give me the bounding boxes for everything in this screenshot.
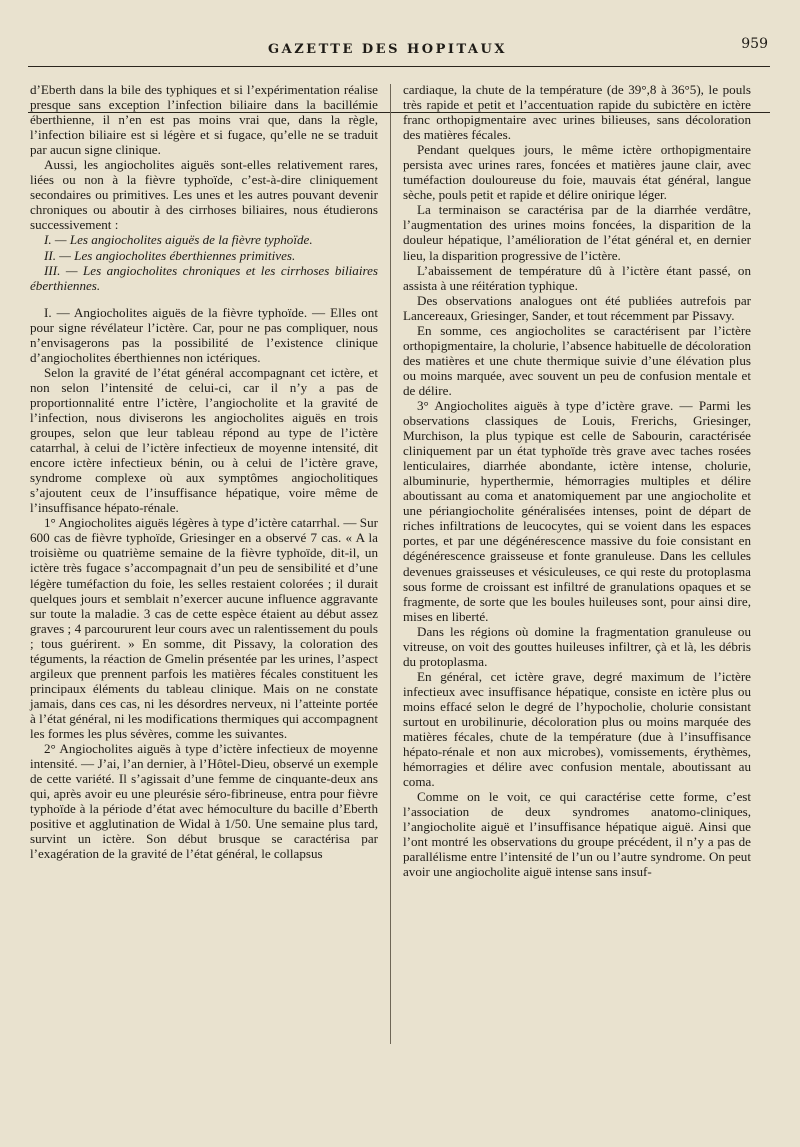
- paragraph: En somme, ces angiocholites se caractérisent par l’ictère orthopigmentaire, la cholurie, l’absence habituelle de décoloration des matières et une chute thermique suivie d’une élévation plus ou moins marquée, avec souvent un peu de confusion mentale et de délire.: [403, 322, 751, 398]
- page-number: 959: [741, 36, 768, 52]
- paragraph: Selon la gravité de l’état général accompagnant cet ictère, et non selon l’intensité de celui-ci, car il n’y a pas de proportionnalité entre l’ictère, l’angiocholite et la gravité de l’infection, nous diviserons les angiocholites aiguës en trois groupes, selon que leur tableau répond au type de l’ictère catarrhal, à celui de l’ictère infectieux de moyenne intensité, dit encore ictère infectieux bénin, ou à celui de l’ictère grave, syndrome complexe où aux symptômes angiocholitiques s’ajoutent ceux de l’insuffisance hépatique, voire même de l’insuffisance hépato-rénale.: [30, 364, 378, 516]
- paragraph: Aussi, les angiocholites aiguës sont-elles relativement rares, liées ou non à la fièvre typhoïde, c’est-à-dire cliniquement secondaires ou primitives. Les unes et les autres pouvant devenir chroniques ou aboutir à des cirrhoses biliaires, nous étudierons successivement :: [30, 157, 378, 233]
- paragraph: Dans les régions où domine la fragmentation granuleuse ou vitreuse, on voit des gouttes huileuses infiltrer, çà et là, les débris du protoplasma.: [403, 623, 751, 669]
- running-head: GAZETTE DES HOPITAUX: [268, 42, 507, 57]
- page-header: [28, 38, 770, 68]
- paragraph: Comme on le voit, ce qui caractérise cette forme, c’est l’association de deux syndromes anatomo-cliniques, l’angiocholite aiguë et l’insuffisance hépatique aiguë. Ainsi que l’ont montré les observations du groupe précédent, il n’y a pas de parallélisme entre l’intensité de l’un ou l’autre syndrome. On peut avoir une angiocholite aiguë intense sans insuf-: [403, 789, 751, 880]
- paragraph: La terminaison se caractérisa par de la diarrhée verdâtre, l’augmentation des urines moins foncées, la disparition de la douleur hépatique, l’amélioration de l’état général et, en dernier lieu, la disparition progressive de l’ictère.: [403, 202, 751, 263]
- paragraph: 1° Angiocholites aiguës légères à type d’ictère catarrhal. — Sur 600 cas de fièvre typhoïde, Griesinger en a observé 7 cas. « A la troisième ou quatrième semaine de la fièvre typhoïde, dit-il, un ictère très fugace s’accompagnait d’un peu de sensibilité et d’une légère tuméfaction du foie, les selles restaient colorées ; il durait quelques jours et semblait n’exercer aucune influence aggravante sur toute la maladie. 3 cas de cette espèce étaient au début assez graves ; 4 parcoururent leur cours avec un ralentissement du pouls ; tous guérirent. » En somme, dit Pissavy, la coloration des téguments, la réaction de Gmelin présentée par les urines, l’aspect argileux que prennent parfois les matières fécales constituent les principaux éléments du tableau clinique. Mais on ne constate jamais, dans ces cas, ni les désordres nerveux, ni l’atteinte portée à l’état général, ni les modifications thermiques qui accompagnent les formes les plus sévères, comme les suivantes.: [30, 515, 378, 741]
- list-item: II. — Les angiocholites éberthiennes primitives.: [44, 247, 296, 263]
- paragraph: En général, cet ictère grave, degré maximum de l’ictère infectieux avec insuffisance hépatique, consiste en ictère plus ou moins effacé selon le degré de l’hypocholie, cholurie consistant surtout en urobilinurie, décoloration plus ou moins marquée des matières fécales, chute de la température (due à l’insuffisance hépato-rénale et non aux microbes), vomissements, érythèmes, hémorragies et délire avec confusion mentale, aboutissant au coma.: [403, 668, 751, 790]
- list-item: III. — Les angiocholites chroniques et les cirrhoses biliaires éberthiennes.: [30, 262, 378, 293]
- paragraph: cardiaque, la chute de la température (de 39°,8 à 36°5), le pouls très rapide et petit et l’accentuation rapide du subictère en ictère franc orthopigmentaire avec urines bilieuses, sans décoloration des matières fécales.: [403, 82, 751, 143]
- paragraph: d’Eberth dans la bile des typhiques et si l’expérimentation réalise presque sans exception l’infection biliaire dans la bacillémie éberthienne, il n’en est pas moins vrai que, dans la règle, l’infection biliaire est si légère et si fugace, qu’elle ne se traduit par aucun signe clinique.: [30, 82, 378, 158]
- paragraph: L’abaissement de température dû à l’ictère étant passé, on assista à une réitération typhique.: [403, 262, 751, 293]
- paragraph: 2° Angiocholites aiguës à type d’ictère infectieux de moyenne intensité. — J’ai, l’an dernier, à l’Hôtel-Dieu, observé un exemple de cette variété. Il s’agissait d’une femme de cinquante-deux ans qui, après avoir eu une pleurésie séro-fibrineuse, entra pour fièvre typhoïde à la période d’état avec hémoculture du bacille d’Eberth positive et agglutination de Widal à 1/50. Une semaine plus tard, survint un ictère. Son début brusque se caractérisa par l’exagération de la gravité de l’état général, le collapsus: [30, 741, 378, 862]
- right-column: [403, 82, 751, 879]
- section-heading-paragraph: I. — Angiocholites aiguës de la fièvre typhoïde. — Elles ont pour signe révélateur l’ictère. Car, pour ne pas compliquer, nous n’envisagerons pas la possibilité de l’existence clinique d’angiocholites éberthiennes non ictériques.: [30, 304, 378, 365]
- left-column: [30, 82, 378, 861]
- paragraph: Des observations analogues ont été publiées autrefois par Lancereaux, Griesinger, Sander, et tout récemment par Pissavy.: [403, 292, 751, 323]
- header-rule: [28, 66, 770, 67]
- paragraph: 3° Angiocholites aiguës à type d’ictère grave. — Parmi les observations classiques de Louis, Frerichs, Griesinger, Murchison, la plus typique est celle de Sabourin, caractérisée cliniquement par un état typhoïde très grave avec taches rosées lenticulaires, diarrhée abondante, ictère intense, cholurie, albuminurie, hyperthermie, hémorragies multiples et délire aboutissant au coma et anatomiquement par une angiocholite et une périangiocholite généralisées intenses, point de départ de riches infiltrations de leucocytes, qui se voient dans les espaces portes, et par une dégénérescence massive du foie consistant en dégénérescence graisseuse et fonte granuleuse. Dans les cellules devenues graisseuses et vésiculeuses, ce qui reste du protoplasma sous forme de croissant est infiltré de granulations opaques et se fragmente, de sorte que les boules huileuses sont, pour ainsi dire, mises en liberté.: [403, 397, 751, 624]
- list-item: I. — Les angiocholites aiguës de la fièvre typhoïde.: [44, 232, 313, 248]
- paragraph: Pendant quelques jours, le même ictère orthopigmentaire persista avec urines rares, foncées et matières jaune clair, avec tuméfaction douloureuse du foie, mauvais état général, langue sèche, pouls petit et rapide et délire onirique léger.: [403, 142, 751, 203]
- column-divider: [390, 84, 391, 1044]
